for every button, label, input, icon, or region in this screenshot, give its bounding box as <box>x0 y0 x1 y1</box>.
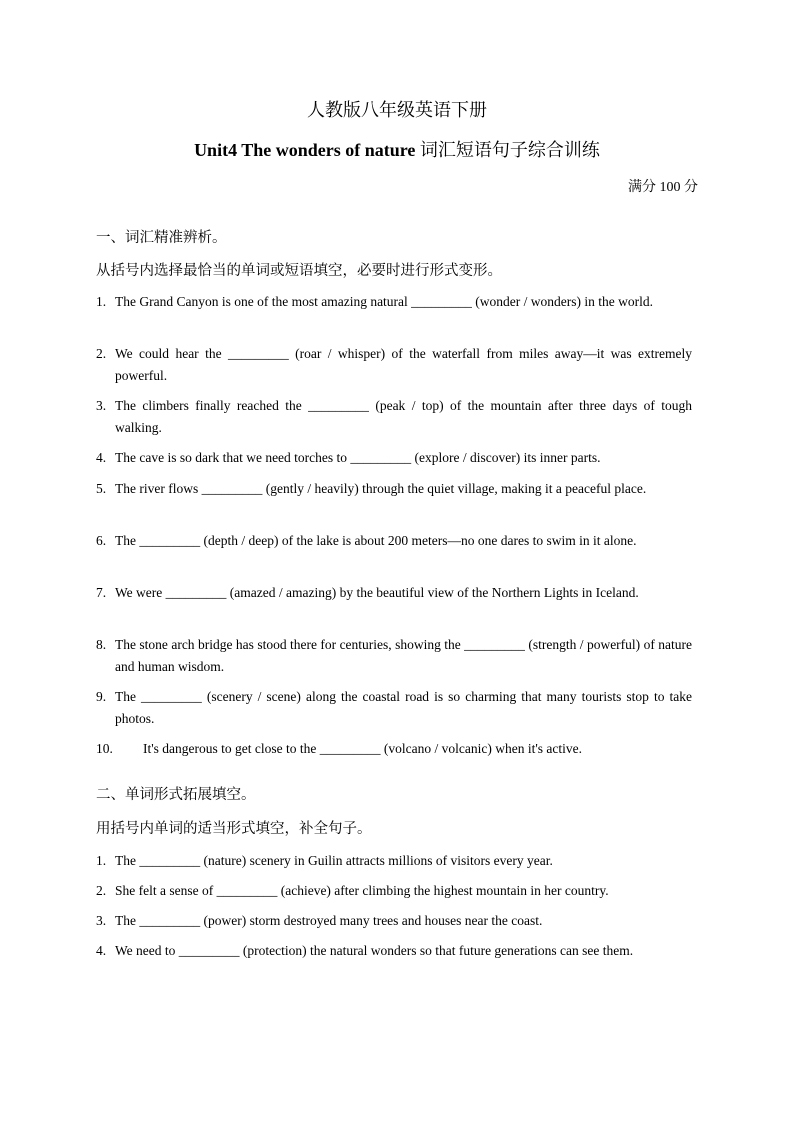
question-item <box>96 395 692 439</box>
question-text: The _________ (depth / deep) of the lake is about 200 meters—no one dares to swim in it alone. <box>115 533 637 548</box>
question-number: 7. <box>96 585 107 600</box>
question-item <box>96 850 692 872</box>
section1-instruction: 从括号内选择最恰当的单词或短语填空，必要时进行形式变形。 <box>96 263 502 279</box>
section2-heading: 二、单词形式拓展填空。 <box>96 787 256 803</box>
question-item <box>96 582 692 604</box>
question-item <box>96 291 692 313</box>
question-item <box>96 478 692 500</box>
question-text: The stone arch bridge has stood there for centuries, showing the _________ (strength / powerful) of nature and human wisdom. <box>115 637 692 674</box>
question-number: 6. <box>96 533 107 548</box>
question-item <box>96 940 692 962</box>
question-text: The cave is so dark that we need torches to _________ (explore / discover) its inner parts. <box>115 450 601 465</box>
subtitle-chinese: 词汇短语句子综合训练 <box>415 140 600 160</box>
question-text: The river flows _________ (gently / heavily) through the quiet village, making it a peaceful place. <box>115 481 647 496</box>
question-text: The _________ (power) storm destroyed many trees and houses near the coast. <box>115 913 543 928</box>
question-item <box>96 880 692 902</box>
question-number: 5. <box>96 481 107 496</box>
question-text: The _________ (nature) scenery in Guilin attracts millions of visitors every year. <box>115 853 553 868</box>
total-score: 满分 100 分 <box>628 180 698 195</box>
question-item <box>96 634 692 678</box>
question-text: The climbers finally reached the _________ (peak / top) of the mountain after three days of tough walking. <box>115 398 692 435</box>
question-number: 1. <box>96 294 107 309</box>
question-text: The Grand Canyon is one of the most amazing natural _________ (wonder / wonders) in the world. <box>115 294 654 309</box>
question-item <box>96 738 692 760</box>
subtitle-english: Unit4 The wonders of nature <box>194 140 416 160</box>
question-text: We could hear the _________ (roar / whisper) of the waterfall from miles away—it was extremely powerful. <box>115 346 692 383</box>
question-number: 2. <box>96 883 107 898</box>
question-number: 8. <box>96 637 107 652</box>
question-text: We need to _________ (protection) the natural wonders so that future generations can see them. <box>115 943 634 958</box>
question-number: 9. <box>96 689 107 704</box>
question-text: The _________ (scenery / scene) along the coastal road is so charming that many tourists stop to take photos. <box>115 689 692 726</box>
question-item <box>96 910 692 932</box>
question-number: 3. <box>96 398 107 413</box>
question-text: We were _________ (amazed / amazing) by the beautiful view of the Northern Lights in Iceland. <box>115 585 639 600</box>
question-item <box>96 530 692 552</box>
section1-heading: 一、词汇精准辨析。 <box>96 230 227 246</box>
section2-instruction: 用括号内单词的适当形式填空，补全句子。 <box>96 821 372 837</box>
question-number: 2. <box>96 346 107 361</box>
question-item <box>96 686 692 730</box>
question-number: 4. <box>96 450 107 465</box>
question-number: 1. <box>96 853 107 868</box>
page-title: 人教版八年级英语下册 <box>307 100 487 120</box>
question-text: She felt a sense of _________ (achieve) after climbing the highest mountain in her country. <box>115 883 609 898</box>
page-subtitle <box>0 136 794 162</box>
question-item <box>96 343 692 387</box>
question-item <box>96 447 692 469</box>
question-number: 4. <box>96 943 107 958</box>
question-number: 10. <box>96 741 113 756</box>
question-number: 3. <box>96 913 107 928</box>
question-text: It's dangerous to get close to the _________ (volcano / volcanic) when it's active. <box>143 741 583 756</box>
